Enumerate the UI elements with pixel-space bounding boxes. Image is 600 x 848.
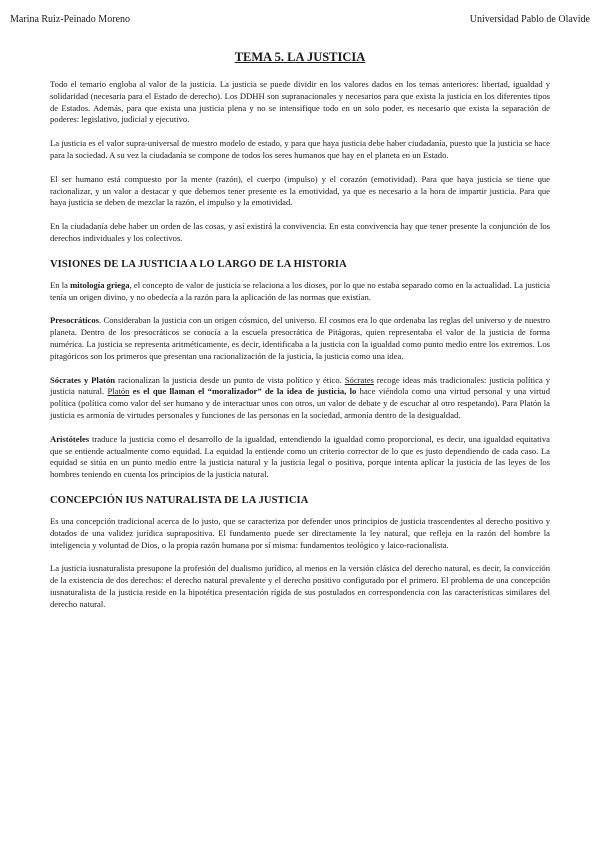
- author-name: Marina Ruiz-Peinado Moreno: [10, 14, 130, 25]
- term-presocratics: Presocráticos: [50, 315, 99, 326]
- text-run: recoge ideas más tradicionales: justicia política y justicia natural.: [50, 374, 550, 397]
- term-aristotle: Aristóteles: [50, 433, 90, 444]
- text-run: . Consideraban la justicia con un origen cósmico, del universo. El cosmos era lo que ordenaba las reglas del universo y de nuestro planeta. Dentro de los presocráticos se conocía a la escuela presocrática de Pitágoras, quien representaba el valor de la justicia de forma numérica. La justicia se representa aritméticamente, es decir, identificaba a la justicia con la igualdad como punto medio entre los extremos. Los pitagóricos son los primeros que presentan una racionalización de la justicia, la justicia como una idea.: [50, 315, 550, 361]
- paragraph-iusnaturalism-1: Es una concepción tradicional acerca de lo justo, que se caracteriza por defender unos principios de justicia trascendentes al derecho positivo y dotados de una validez jurídica suprapositiva. El fundamento puede ser directamente la ley natural, que refleja en la razón del hombre la inteligencia y voluntad de Dios, o la propia razón humana por sí misma: fundamentos teológico y laico-racionalista.: [50, 515, 550, 550]
- term-socrates: Sócrates: [344, 374, 374, 385]
- intro-paragraph-4: En la ciudadanía debe haber un orden de las cosas, y así existirá la convivencia. En esta convivencia hay que tener presente la conjunción de los derechos individuales y los colectivos.: [50, 221, 550, 243]
- page-header: [10, 14, 590, 28]
- section-heading-history: VISIONES DE LA JUSTICIA A LO LARGO DE LA HISTORIA: [50, 258, 347, 270]
- paragraph-greek-mythology: [50, 280, 550, 304]
- paragraph-iusnaturalism-2: La justicia iusnaturalista presupone la profesión del dualismo jurídico, al menos en la versión clásica del derecho natural, es decir, la convicción de la existencia de dos derechos: el derecho natural prevalente y el derecho positivo configurado por el primero. El problema de una concepción iusnaturalista de la justicia reside en la hipotética presentación rígida de sus postulados en correspondencia con las características similares del derecho natural.: [50, 563, 550, 609]
- text-run: hace viéndola como una virtud personal y una virtud política (política como valor del ser humano y de interactuar unos con otros, un valor de debate y de escuchar al otro respetando). Para Platón la justicia es armonía de virtudes personales y funciones de las personas en la sociedad, armonía dentro de la desigualdad.: [50, 386, 550, 420]
- paragraph-aristotle: [50, 434, 550, 481]
- intro-paragraph-1: Todo el temario engloba al valor de la justicia. La justicia se puede dividir en los valores dados en los temas anteriores: libertad, igualdad y solidaridad (necesaria para el Estado de derecho). Los DDHH son supranacionales y necesarios para que exista la justicia en los diferentes tipos de Estados. Además, para que exista una justicia plena y no se intensifique todo en un solo poder, es necesario que exista la separación de poderes: legislativo, judicial y ejecutivo.: [50, 79, 550, 125]
- institution-name: Universidad Pablo de Olavide: [469, 14, 590, 25]
- paragraph-socrates-plato: [50, 375, 550, 422]
- text-run: , el concepto de valor de justicia se relaciona a los dioses, por lo que no estaba separado como en la actualidad. La justicia tenía un origen divino, y no obedecía a la razón para la aplicación de las normas que existían.: [50, 279, 550, 302]
- paragraph-presocratics: [50, 315, 550, 362]
- term-plato: Platón: [107, 386, 130, 397]
- term-socrates-plato: Sócrates y Platón: [50, 374, 116, 385]
- text-run: En la: [50, 279, 71, 290]
- section-heading-iusnaturalism: CONCEPCIÓN IUS NATURALISTA DE LA JUSTICIA: [50, 494, 309, 506]
- text-run-bold: es el que llaman el “moralizador” de la idea de justicia, lo: [129, 386, 357, 397]
- term-greek-mythology: mitología griega: [70, 279, 130, 290]
- text-run: traduce la justicia como el desarrollo de la igualdad, entendiendo la igualdad como proporcional, es decir, una igualdad equitativa que se entiende actualmente como equidad. La equidad la entiende como un criterio corrector de lo que es justo dependiendo de cada caso. La equidad se sitúa en un punto medio entre la justicia natural y la justicia legal o positiva, porque intenta aplicar la justicia de las leyes de los hombres teniendo en cuenta los principios de la justicia natural.: [50, 433, 550, 480]
- document-title: TEMA 5. LA JUSTICIA: [234, 50, 366, 64]
- intro-paragraph-3: El ser humano está compuesto por la mente (razón), el cuerpo (impulso) y el corazón (emotividad). Para que haya justicia se tiene que racionalizar, y un valor a destacar y que debemos tener presente es la emotividad, ya que es necesario a la hora de impartir justicia. Para que haya justicia se deben de mezclar la razón, el impulso y la emotividad.: [50, 173, 550, 208]
- text-run: racionalizan la justicia desde un punto de vista político y ético.: [115, 374, 345, 385]
- intro-paragraph-2: La justicia es el valor supra-universal de nuestro modelo de estado, y para que haya justicia debe haber ciudadanía, puesto que la justicia se hace para la sociedad. A su vez la ciudadanía se compone de todos los seres humanos que hay en el planeta en un Estado.: [50, 138, 550, 160]
- document-body: [50, 50, 550, 623]
